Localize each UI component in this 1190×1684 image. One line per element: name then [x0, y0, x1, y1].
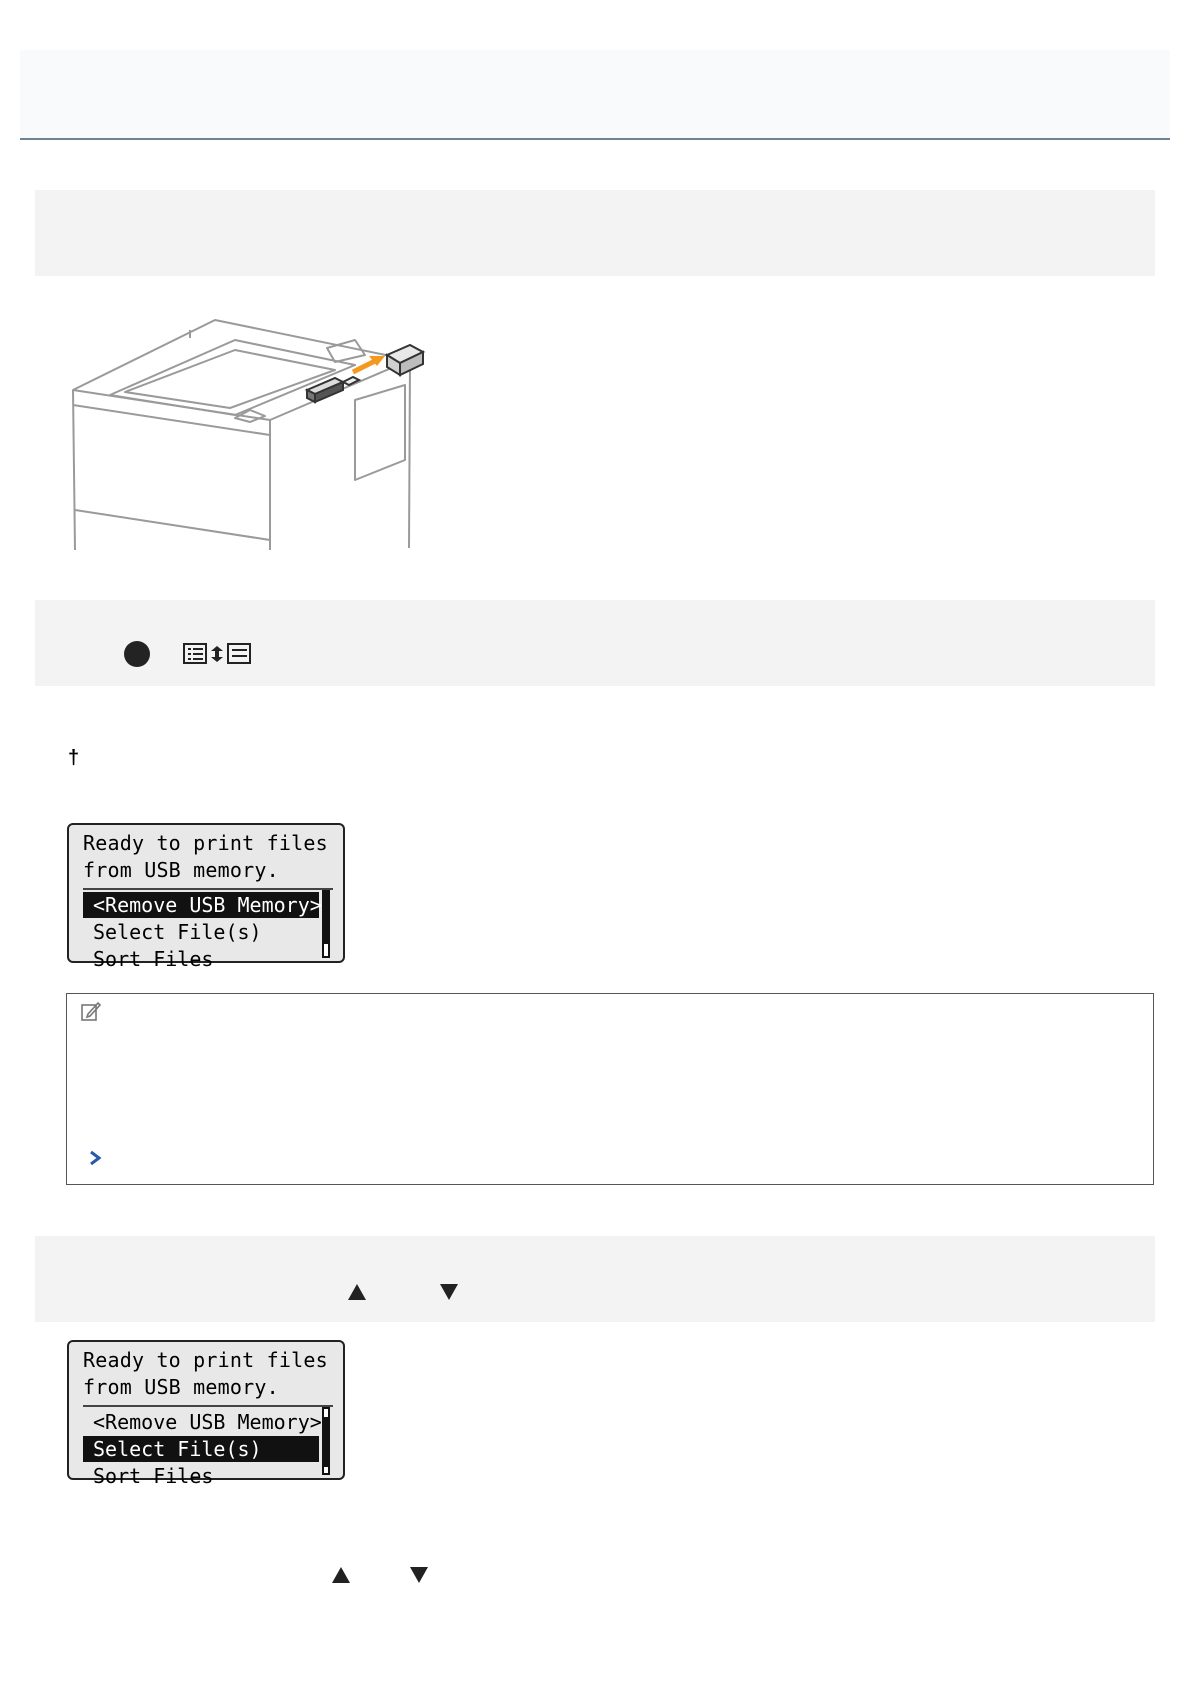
dagger-mark: † — [68, 747, 80, 769]
step-1-band — [35, 190, 1155, 276]
note-box — [66, 993, 1154, 1185]
lcd-menu-item: Select File(s) — [93, 920, 262, 944]
lcd-menu-item: <Remove USB Memory> — [93, 1410, 322, 1434]
lcd-panel-2 — [67, 1340, 345, 1488]
down-triangle-icon — [408, 1565, 430, 1585]
lcd-separator — [83, 888, 333, 890]
up-triangle-icon — [330, 1565, 352, 1585]
link-chevron-icon[interactable] — [88, 1150, 102, 1166]
step-3-band — [35, 1236, 1155, 1322]
lcd-line-1: Ready to print files — [83, 1348, 328, 1372]
lcd-separator — [83, 1405, 333, 1407]
lcd-menu-item: Sort Files — [93, 1464, 214, 1488]
page-header — [20, 50, 1170, 140]
lcd-menu-item: Sort Files — [93, 947, 214, 971]
down-triangle-icon — [438, 1282, 460, 1302]
lcd-line-1: Ready to print files — [83, 831, 328, 855]
lcd-line-2: from USB memory. — [83, 1375, 279, 1399]
lcd-panel-1 — [67, 823, 345, 971]
lcd-menu-item: <Remove USB Memory> — [83, 892, 319, 918]
lcd-scrollbar — [322, 1407, 330, 1475]
menu-switch-icon — [182, 642, 252, 666]
printer-usb-illustration — [65, 310, 445, 550]
up-triangle-icon — [346, 1282, 368, 1302]
lcd-menu-item: Select File(s) — [83, 1436, 319, 1462]
note-pencil-icon — [80, 1000, 102, 1022]
round-button-icon — [124, 641, 150, 667]
lcd-scrollbar — [322, 890, 330, 958]
lcd-line-2: from USB memory. — [83, 858, 279, 882]
